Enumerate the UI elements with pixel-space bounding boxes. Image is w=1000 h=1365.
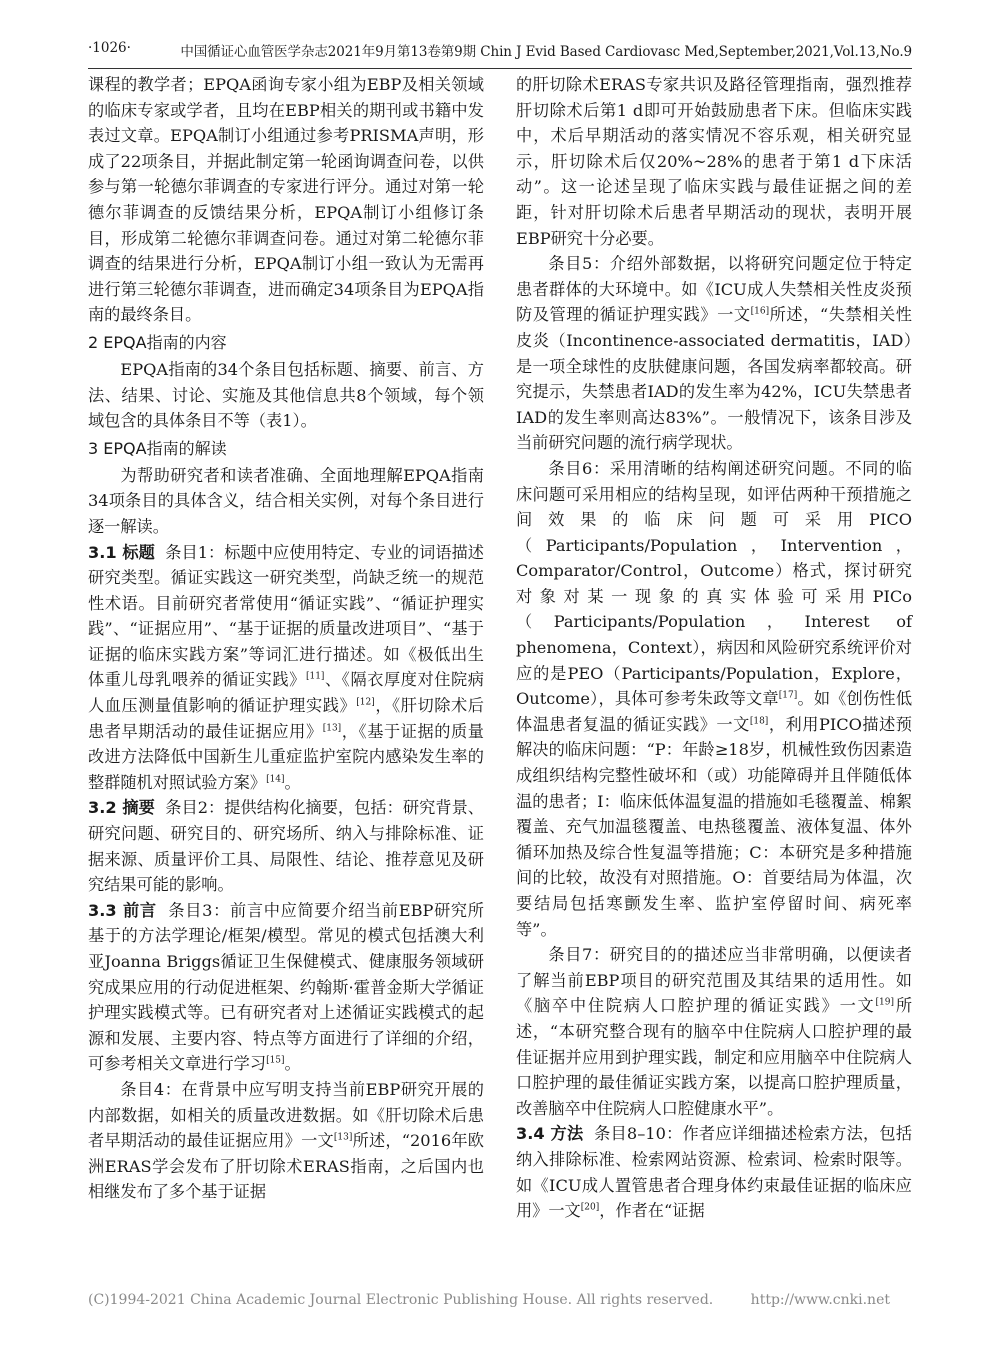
citation-ref-17: [17] — [778, 690, 798, 701]
citation-ref-20: [20] — [580, 1202, 600, 1213]
citation-ref-15: [15] — [266, 1055, 285, 1066]
text-segment: 。 — [284, 1054, 301, 1074]
footer-url-link[interactable]: http://www.cnki.net — [750, 1292, 890, 1308]
paragraph-item-6 — [516, 456, 912, 942]
copyright-notice: (C)1994-2021 China Academic Journal Electronic Publishing House. All rights reserved. — [88, 1292, 714, 1308]
text-segment: 条目6：采用清晰的结构阐述研究问题。不同的临床问题可采用相应的结构呈现，如评估两种干预措施之间效果的临床问题可采用PICO（Participants/Population，Intervention，Comparator/Control，Outcome）格式，探讨研究对象对某一现象的真实体验可采用PICo（Participants/Population，Interest of phenomena，Context），病因和风险研究系统评价对应的是PEO（Participants/Population，Explore，Outcome），具体可参考朱政等文章 — [516, 458, 912, 709]
citation-ref-18: [18] — [749, 716, 769, 727]
paragraph-epqa-reading: 为帮助研究者和读者准确、全面地理解EPQA指南34项条目的具体含义，结合相关实例，对每个条目进行逐一解读。 — [88, 465, 484, 536]
left-column — [88, 72, 484, 1205]
right-column — [516, 72, 912, 1224]
subsection-3-4-label: 3.4 方法 — [516, 1124, 584, 1144]
citation-ref-13: [13] — [333, 1132, 353, 1143]
text-segment: 条目8–10：作者应详细描述检索方法，包括纳入排除标准、检索网站资源、检索词、检索时限等。如《ICU成人置管患者合理身体约束最佳证据的临床应用》一文 — [516, 1124, 913, 1221]
subsection-3-4 — [516, 1121, 912, 1223]
subsection-3-2 — [88, 795, 484, 897]
subsection-3-1-label: 3.1 标题 — [88, 542, 155, 562]
paragraph-item-4 — [88, 1077, 484, 1205]
text-segment: ，作者在“证据 — [599, 1201, 705, 1221]
text-segment: 条目5：介绍外部数据，以将研究问题定位于特定患者群体的大环境中。如《ICU成人失禁相关性皮炎预防及管理的循证护理实践》一文 — [516, 254, 912, 325]
copyright-footer — [88, 1292, 890, 1314]
paragraph-intro-cont: 课程的教学者；EPQA函询专家小组为EBP及相关领域的临床专家或学者，且均在EBP相关的期刊或书籍中发表过文章。EPQA制订小组通过参考PRISMA声明，形成了22项条目，并据此制定第一轮函询调查问卷，以供参与第一轮德尔菲调查的专家进行评分。通过对第一轮德尔菲调查的反馈结果分析，EPQA制订小组修订条目，形成第二轮德尔菲调查问卷。通过对第二轮德尔菲调查的结果进行分析，EPQA制订小组一致认为无需再进行第三轮德尔菲调查，进而确定34项条目为EPQA指南的最终条目。 — [88, 75, 484, 325]
subsection-3-3-label: 3.3 前言 — [88, 900, 157, 920]
page-number: ·1026· — [88, 40, 131, 56]
text-segment: 条目4：在背景中应写明支持当前EBP研究开展的内部数据，如相关的质量改进数据。如《肝切除术后患者早期活动的最佳证据应用》一文 — [88, 1079, 484, 1151]
section-2-heading: 2 EPQA指南的内容 — [88, 332, 227, 352]
text-segment: 条目7：研究目的的描述应当非常明确，以便读者了解当前EBP项目的研究范围及其结果的适用性。如《脑卒中住院病人口腔护理的循证实践》一文 — [516, 945, 912, 1016]
subsection-3-1 — [88, 540, 484, 796]
citation-ref-12: [12] — [356, 697, 375, 708]
citation-ref-19: [19] — [875, 997, 895, 1008]
paragraph-epqa-content: EPQA指南的34个条目包括标题、摘要、前言、方法、结果、讨论、实施及其他信息共8个领域，每个领域包含的具体条目不等（表1）。 — [88, 359, 484, 431]
journal-title: 中国循证心血管医学杂志2021年9月第13卷第9期 Chin J Evid Based Cardiovasc Med,September,2021,Vol.13,No.9 — [180, 44, 912, 60]
text-segment: 所述，“2016年欧洲ERAS学会发布了肝切除术ERAS指南，之后国内也相继发布了多个基于证据 — [88, 1131, 484, 1202]
text-segment: ，《基于证据的质量改进方法降低中国新生儿重症监护室院内感染发生率的整群随机对照试验方案》 — [88, 721, 484, 792]
text-segment: 、《隔衣厚度对住院病人血压测量值影响的循证护理实践》 — [88, 670, 484, 716]
text-segment: 。如《创伤性低体温患者复温的循证实践》一文 — [516, 689, 913, 734]
citation-ref-11: [11] — [305, 672, 325, 683]
subsection-3-2-label: 3.2 摘要 — [88, 798, 155, 818]
text-segment: ，《肝切除术后患者早期活动的最佳证据应用》 — [88, 696, 484, 741]
citation-ref-14: [14] — [266, 774, 285, 785]
section-3-heading: 3 EPQA指南的解读 — [88, 438, 227, 458]
text-segment: 条目3：前言中应简要介绍当前EBP研究所基于的方法学理论/框架/模型。常见的模式包括澳大利亚Joanna Briggs循证卫生保健模式、健康服务领域研究成果应用的行动促进框架、约翰斯·霍普金斯大学循证护理实践模式等。已有研究者对上述循证实践模式的起源和发展、主要内容、特点等方面进行了详细的介绍，可参考相关文章进行学习 — [88, 900, 484, 1074]
text-segment: 条目2：提供结构化摘要，包括：研究背景、研究问题、研究目的、研究场所、纳入与排除标准、证据来源、质量评价工具、局限性、结论、推荐意见及研究结果可能的影响。 — [88, 798, 484, 895]
citation-ref-13: [13] — [322, 723, 342, 734]
citation-ref-16: [16] — [750, 306, 770, 317]
running-header — [88, 40, 912, 69]
paragraph-item-7 — [516, 942, 912, 1121]
subsection-3-3 — [88, 898, 484, 1077]
text-segment: 条目1：标题中应使用特定、专业的词语描述研究类型。循证实践这一研究类型，尚缺乏统一的规范性术语。目前研究者常使用“循证实践”、“循证护理实践”、“证据应用”、“基于证据的质量改进项目”、“基于证据的临床实践方案”等词汇进行描述。如《极低出生体重儿母乳喂养的循证实践》 — [88, 542, 484, 690]
text-segment: 。 — [284, 772, 301, 792]
paragraph-item-5 — [516, 251, 912, 456]
text-segment: 所述，“失禁相关性皮炎（Incontinence-associated dermatitis，IAD）是一项全球性的皮肤健康问题，各国发病率都较高。研究提示，失禁患者IAD的发生率为42%，ICU失禁患者IAD的发生率则高达83%”。一般情况下，该条目涉及当前研究问题的流行病学现状。 — [516, 305, 912, 453]
text-segment: 所述，“本研究整合现有的脑卒中住院病人口腔护理的最佳证据并应用到护理实践，制定和应用脑卒中住院病人口腔护理的最佳循证实践方案，以提高口腔护理质量，改善脑卒中住院病人口腔健康水平”。 — [516, 996, 913, 1118]
text-segment: ，利用PICO描述预解决的临床问题：“P：年龄≥18岁，机械性致伤因素造成组织结构完整性破坏和（或）功能障碍并且伴随低体温的患者；I：临床低体温复温的措施如毛毯覆盖、棉絮覆盖、充气加温毯覆盖、电热毯覆盖、液体复温、体外循环加热及综合性复温等措施；C：本研究是多种措施间的比较，故没有对照措施。O：首要结局为体温，次要结局包括寒颤发生率、监护室停留时间、病死率等”。 — [516, 714, 912, 939]
paragraph-item-4-cont: 的肝切除术ERAS专家共识及路径管理指南，强烈推荐肝切除术后第1 d即可开始鼓励患者下床。但临床实践中，术后早期活动的落实情况不容乐观，相关研究显示，肝切除术后仅20%~28%的患者于第1 d下床活动”。这一论述呈现了临床实践与最佳证据之间的差距，针对肝切除术后患者早期活动的现状，表明开展EBP研究十分必要。 — [516, 75, 912, 248]
